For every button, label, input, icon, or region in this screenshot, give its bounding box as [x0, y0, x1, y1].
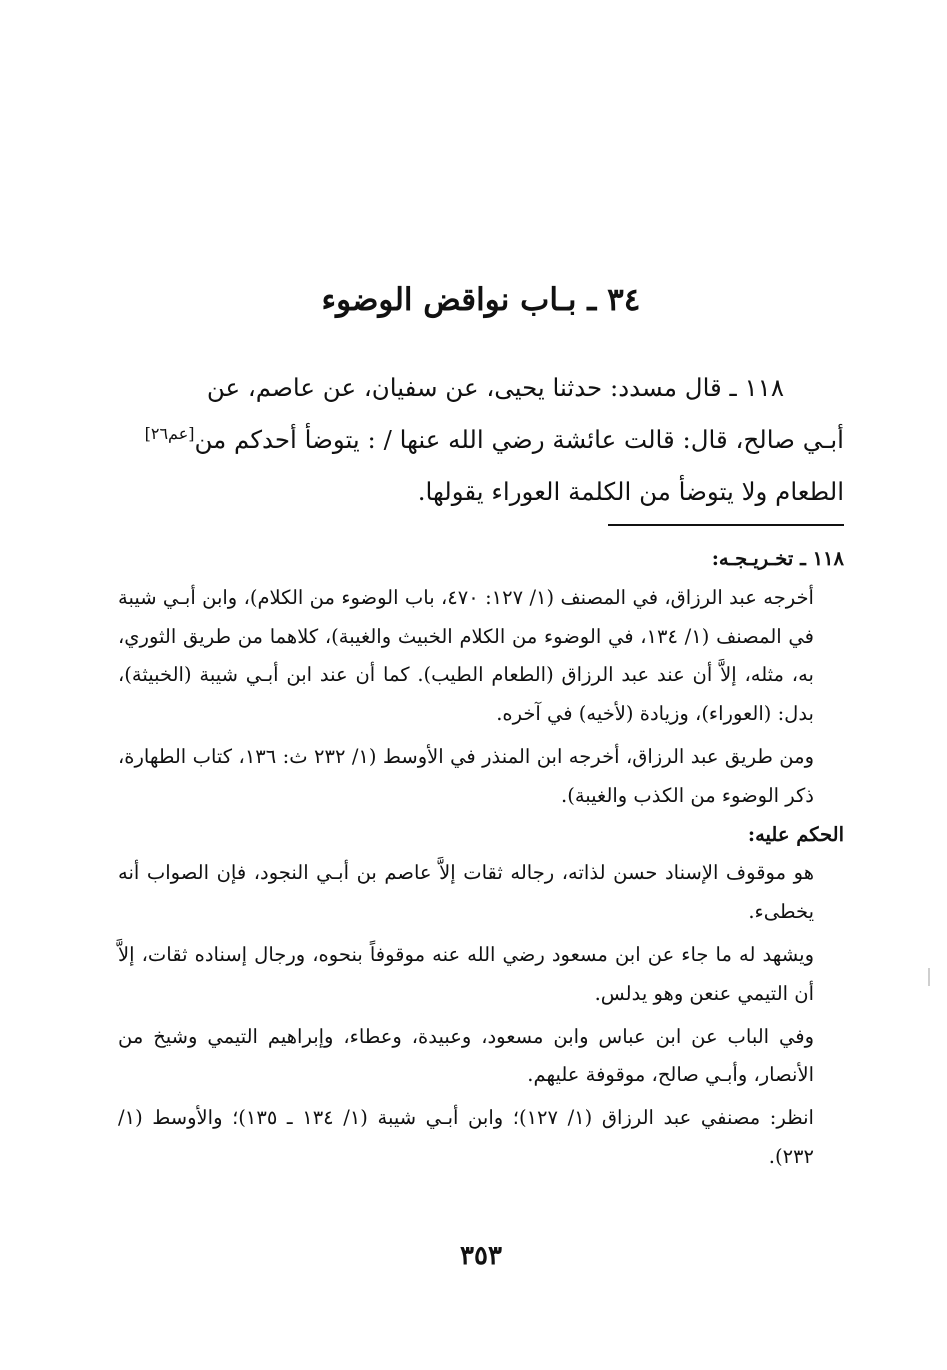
book-page [118, 0, 844, 1370]
chapter-title: ٣٤ ـ بـاب نواقض الوضوء [321, 282, 641, 318]
hadith-line-2 [118, 414, 844, 466]
hukm-paragraph-4: انظر: مصنفي عبد الرزاق (١/ ١٢٧)؛ وابن أبـي شيبة (١/ ١٣٤ ـ ١٣٥)؛ والأوسط (١/ ٢٣٢). [118, 1106, 814, 1168]
takhrij-paragraph-1: أخرجه عبد الرزاق، في المصنف (١/ ١٢٧: ٤٧٠، باب الوضوء من الكلام)، وابن أبـي شيبة في المصنف (١/ ١٣٤، في الوضوء من الكلام الخبيث والغيبة)، كلاهما من طريق الثوري، به، مثله، إلاَّ أن عند عبد الرزاق (الطعام الطيب). كما أن عند ابن أبـي شيبة (الخبيثة)، بدل: (العوراء)، وزيادة (لأخيه) في آخره. [118, 585, 814, 726]
hukm-paragraph-3: وفي الباب عن ابن عباس وابن مسعود، وعبيدة، وعطاء، وإبراهيم التيمي وشيخ من الأنصار، وأبـي صالح، موقوفة عليهم. [118, 1024, 814, 1087]
manuscript-folio-marker: [عم٢٦] [144, 423, 195, 443]
takhrij-heading: ١١٨ ـ تخـريـجـه: [711, 547, 844, 570]
hadith-line-3: الطعام ولا يتوضأ من الكلمة العوراء يقولها. [417, 477, 844, 506]
footnote-separator [608, 524, 844, 526]
hukm-paragraph-2: ويشهد له ما جاء عن ابن مسعود رضي الله عنه موقوفاً بنحوه، ورجال إسناده ثقات، إلاَّ أن التيمي عنعن وهو يدلس. [118, 942, 814, 1005]
takhrij-paragraph-2: ومن طريق عبد الرزاق، أخرجه ابن المنذر في الأوسط (١/ ٢٣٢ ث: ١٣٦، كتاب الطهارة، ذكر الوضوء من الكذب والغيبة). [118, 744, 814, 807]
hukm-heading: الحكم عليه: [747, 822, 844, 846]
hukm-paragraph-1: هو موقوف الإسناد حسن لذاته، رجاله ثقات إلاَّ عاصم بن أبـي النجود، فإن الصواب أنه يخطىء. [118, 861, 814, 924]
hadith-line-2-text: أبـي صالح، قال: قالت عائشة رضي الله عنها / : يتوضأ أحدكم من [194, 425, 844, 454]
page-number: ٣٥٣ [460, 1241, 502, 1271]
hadith-text [118, 362, 844, 518]
footnotes [118, 540, 844, 1177]
hadith-line-1: ١١٨ ـ قال مسدد: حدثنا يحيى، عن سفيان، عن عاصم، عن [206, 373, 784, 402]
scan-edge-mark [928, 968, 930, 986]
